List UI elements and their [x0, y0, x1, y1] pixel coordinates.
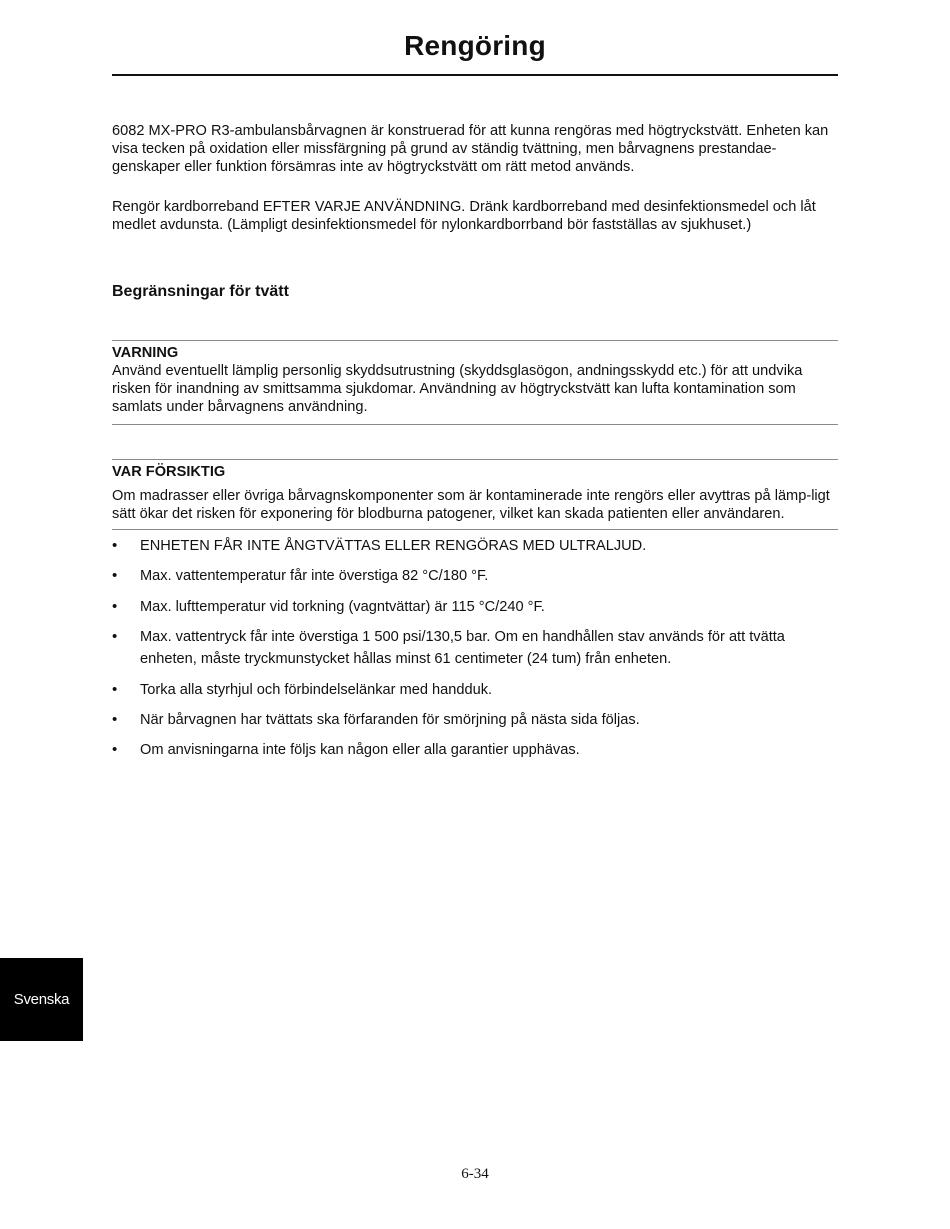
intro-paragraph-1: 6082 MX-PRO R3-ambulansbårvagnen är konstruerad för att kunna rengöras med högtryckstvätt. Enheten kan visa tecken på oxidation eller missfärgning på grund av ständig tvättning, men bårvagnens prestandae-genskaper eller funktion försämras inte av högtryckstvätt om rätt metod används.: [112, 123, 829, 175]
warning-bottom-rule: [112, 424, 838, 425]
list-item: [112, 679, 840, 701]
page-number: 6-34: [461, 1166, 489, 1182]
caution-text: Om madrasser eller övriga bårvagnskomponenter som är kontaminerade inte rengörs eller avyttras på lämp-ligt sätt ökar det risken för exponering för blodburna patogener, vilket kan skada patienten eller användaren.: [112, 488, 830, 522]
bullet-icon: •: [112, 628, 118, 646]
list-item-text: Om anvisningarna inte följs kan någon eller alla garantier upphävas.: [140, 742, 580, 759]
caution-label: VAR FÖRSIKTIG: [112, 464, 226, 480]
bullet-icon: •: [112, 741, 118, 759]
bullet-icon: •: [112, 537, 118, 554]
list-item-text: Torka alla styrhjul och förbindelselänkar med handduk.: [140, 681, 493, 698]
bullet-icon: •: [112, 710, 118, 728]
list-item: [112, 709, 840, 731]
list-item: [112, 596, 840, 618]
list-item-text: Max. vattentemperatur får inte överstiga 82 °C/180 °F.: [140, 568, 489, 585]
section-heading: Begränsningar för tvätt: [112, 283, 289, 300]
warning-text: Använd eventuellt lämplig personlig skyddsutrustning (skyddsglasögon, andningsskydd etc.) för att undvika risken för inandning av smittsamma sjukdomar. Användning av högtryckstvätt kan lufta kontamination som samlats under bårvagnens användning.: [112, 363, 803, 415]
caution-top-rule: [112, 459, 838, 460]
bullet-icon: •: [112, 597, 118, 615]
list-item-text: Max. vattentryck får inte överstiga 1 500 psi/130,5 bar. Om en handhållen stav används för att tvätta enheten, måste tryckmunstycket hållas minst 61 centimeter (24 tum) från enheten.: [140, 629, 785, 668]
list-item: [112, 535, 840, 557]
language-tab: Svenska: [0, 958, 83, 1041]
restriction-list: [112, 535, 840, 770]
page-title: Rengöring: [404, 30, 546, 61]
caution-bottom-rule: [112, 529, 838, 530]
bullet-icon: •: [112, 680, 118, 698]
list-item: [112, 565, 840, 587]
warning-top-rule: [112, 340, 838, 341]
intro-paragraph-2: Rengör kardborreband EFTER VARJE ANVÄNDNING. Dränk kardborreband med desinfektionsmedel och låt medlet avdunsta. (Lämpligt desinfektionsmedel för nylonkardborrband bör fastställas av sjukhuset.): [112, 199, 816, 233]
title-underline: [112, 74, 838, 76]
warning-label: VARNING: [112, 345, 179, 361]
list-item-text: När bårvagnen har tvättats ska förfaranden för smörjning på nästa sida följas.: [140, 711, 640, 728]
bullet-icon: •: [112, 567, 118, 585]
list-item-text: Max. lufttemperatur vid torkning (vagntvättar) är 115 °C/240 °F.: [140, 598, 545, 615]
list-item-text: ENHETEN FÅR INTE ÅNGTVÄTTAS ELLER RENGÖRAS MED ULTRALJUD.: [140, 538, 647, 554]
list-item: [112, 739, 840, 761]
list-item: [112, 626, 840, 670]
